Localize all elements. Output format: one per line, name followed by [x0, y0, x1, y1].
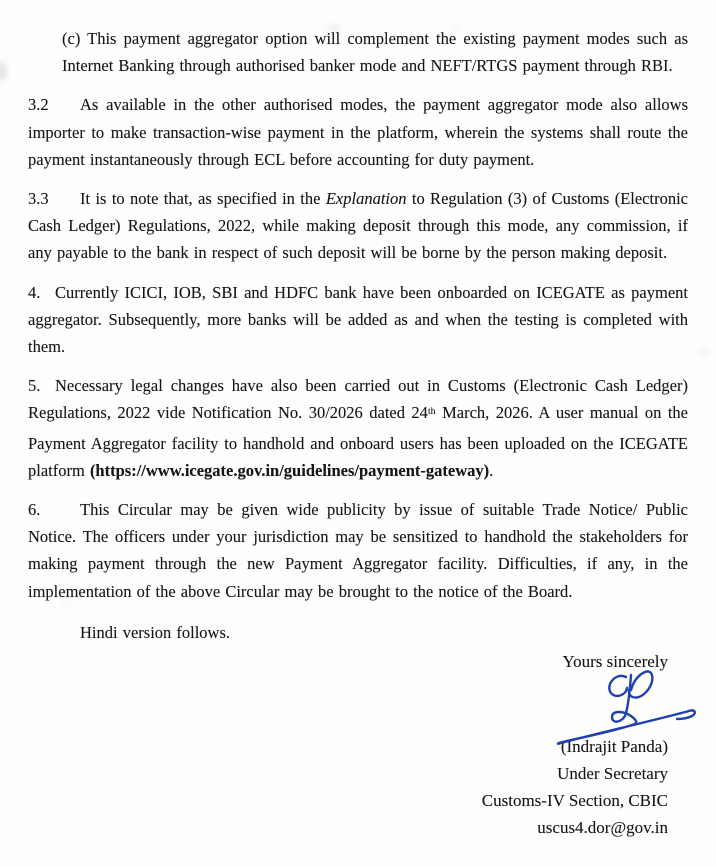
signatory-designation: Under Secretary — [557, 764, 668, 783]
signatory-name: (Indrajit Panda) — [560, 737, 668, 756]
paragraph-text: Currently ICICI, IOB, SBI and HDFC bank have been onboarded on ICEGATE as payment aggregator. Subsequently, more banks will be added as and when the testing is completed with them. — [28, 282, 688, 357]
paragraph-number: 4. — [28, 282, 41, 302]
paragraph-text: As available in the other authorised modes, the payment aggregator mode also allows importer to make transaction-wise payment in the platform, wherein the systems shall route the payment instantaneously through ECL before accounting for duty payment. — [28, 95, 688, 169]
signatory-office: Customs-IV Section, CBIC — [481, 791, 668, 810]
paragraph-number: 6. — [28, 500, 41, 520]
paragraph-number: 3.3 — [28, 189, 49, 209]
paragraph-text: Necessary legal changes have also been carried out in Customs (Electronic Cash Ledger) Regulations, 2022 vide Notification No. 30/2026 dated 24th March, 2026. A user manual on the Payment Aggregator facility to handhold and onboard users has been uploaded on the ICEGATE platform (https://www.icegate.gov.in/guidelines/payment-gateway). — [28, 376, 688, 480]
scan-smudge — [0, 62, 6, 80]
scan-smudge — [698, 348, 710, 356]
paragraph-4 — [28, 279, 688, 361]
letter-body — [28, 0, 688, 646]
closing-note: Hindi version follows. — [80, 622, 231, 642]
paragraph-text: It is to note that, as specified in the Explanation to Regulation (3) of Customs (Electronic Cash Ledger) Regulations, 2022, while making deposit through this mode, any commission, if any payable to the bank in respect of such deposit will be borne by the person making deposit. — [28, 189, 688, 263]
paragraph-number: 5. — [28, 376, 41, 396]
paragraph-text: (c) This payment aggregator option will complement the existing payment modes such as Internet Banking through authorised banker mode and NEFT/RTGS payment through RBI. — [62, 29, 688, 76]
paragraph-number: 3.2 — [28, 95, 49, 115]
paragraph-c — [62, 25, 688, 79]
signature-block — [482, 648, 668, 841]
paragraph-5 — [28, 372, 688, 484]
signatory-email: uscus4.dor@gov.in — [537, 818, 668, 837]
paragraph-3-2 — [28, 91, 688, 173]
salutation: Yours sincerely — [562, 652, 668, 671]
paragraph-3-3 — [28, 185, 688, 267]
paragraph-6 — [28, 496, 688, 605]
paragraph-text: This Circular may be given wide publicity by issue of suitable Trade Notice/ Public Notice. The officers under your jurisdiction may be sensitized to handhold the stakeholders for making payment through the new Payment Aggregator facility. Difficulties, if any, in the implementation of the above Circular may be brought to the notice of the Board. — [28, 500, 688, 601]
